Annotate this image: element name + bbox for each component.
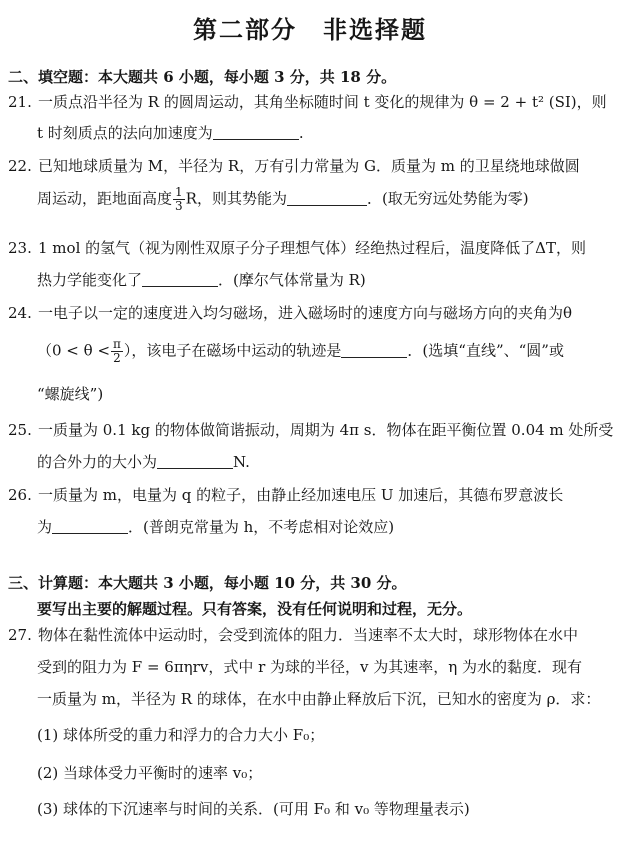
question-26-line-2: 为 ．(普朗克常量为 h，不考虑相对论效应) xyxy=(37,518,395,536)
question-22-line-2: 周运动，距地面高度 $\frac{1}{3}$ R，则其势能为 ．(取无穷远处势能为零) xyxy=(37,185,529,213)
question-number: 22. xyxy=(8,157,32,175)
section-3-heading: 三、计算题：本大题共 3 小题，每小题 10 分，共 30 分。 xyxy=(8,574,407,592)
fraction: $\frac{\pi}{2}$ xyxy=(113,337,121,365)
question-21-line-2: t 时刻质点的法向加速度为 . xyxy=(37,124,304,142)
question-27-part-2: (2) 当球体受力平衡时的速率 v₀； xyxy=(37,764,263,782)
answer-blank xyxy=(52,519,128,534)
question-23-line-1: 23. 1 mol 的氢气（视为刚性双原子分子理想气体）经绝热过程后，温度降低了ΔT，则 xyxy=(8,239,586,257)
question-24-line-2: （0 < θ < $\frac{\pi}{2}$ ），该电子在磁场中运动的轨迹是 ．(选填“直线”、“圆”或 xyxy=(37,337,564,365)
question-27-line-1: 27. 物体在黏性流体中运动时，会受到流体的阻力．当速率不太大时，球形物体在水中 xyxy=(8,626,579,644)
question-number: 23. xyxy=(8,239,32,257)
question-27-part-3: (3) 球体的下沉速率与时间的关系．(可用 F₀ 和 v₀ 等物理量表示) xyxy=(37,800,470,818)
answer-blank xyxy=(157,454,233,469)
section-3-note: 要写出主要的解题过程。只有答案，没有任何说明和过程，无分。 xyxy=(37,600,473,618)
question-number: 25. xyxy=(8,421,32,439)
question-21-line-1: 21. 一质点沿半径为 R 的圆周运动，其角坐标随时间 t 变化的规律为 θ = 2 + t² (SI)，则 xyxy=(8,93,607,111)
question-26-line-1: 26. 一质量为 m，电量为 q 的粒子，由静止经加速电压 U 加速后，其德布罗意波长 xyxy=(8,486,564,504)
question-27-line-2: 受到的阻力为 F = 6πηrv，式中 r 为球的半径，v 为其速率，η 为水的黏度．现有 xyxy=(37,658,583,676)
question-number: 24. xyxy=(8,304,32,322)
answer-blank xyxy=(287,191,367,206)
answer-blank xyxy=(142,272,218,287)
question-24-line-3: “螺旋线”) xyxy=(37,385,104,403)
question-25-line-2: 的合外力的大小为 N. xyxy=(37,453,250,471)
question-27-part-1: (1) 球体所受的重力和浮力的合力大小 F₀； xyxy=(37,726,325,744)
question-number: 26. xyxy=(8,486,32,504)
question-24-line-1: 24. 一电子以一定的速度进入均匀磁场，进入磁场时的速度方向与磁场方向的夹角为θ xyxy=(8,304,573,322)
answer-blank xyxy=(341,343,407,358)
fraction: $\frac{1}{3}$ xyxy=(175,185,183,213)
question-23-line-2: 热力学能变化了 ．(摩尔气体常量为 R) xyxy=(37,271,366,289)
section-2-heading: 二、填空题：本大题共 6 小题，每小题 3 分，共 18 分。 xyxy=(8,68,397,86)
question-number: 21. xyxy=(8,93,32,111)
page-title: 第二部分 非选择题 xyxy=(193,15,427,44)
question-22-line-1: 22. 已知地球质量为 M，半径为 R，万有引力常量为 G．质量为 m 的卫星绕地球做圆 xyxy=(8,157,580,175)
answer-blank xyxy=(213,125,299,140)
question-number: 27. xyxy=(8,626,32,644)
question-25-line-1: 25. 一质量为 0.1 kg 的物体做简谐振动，周期为 4π s．物体在距平衡位置 0.04 m 处所受 xyxy=(8,421,614,439)
question-27-line-3: 一质量为 m，半径为 R 的球体，在水中由静止释放后下沉，已知水的密度为 ρ．求： xyxy=(37,690,601,708)
